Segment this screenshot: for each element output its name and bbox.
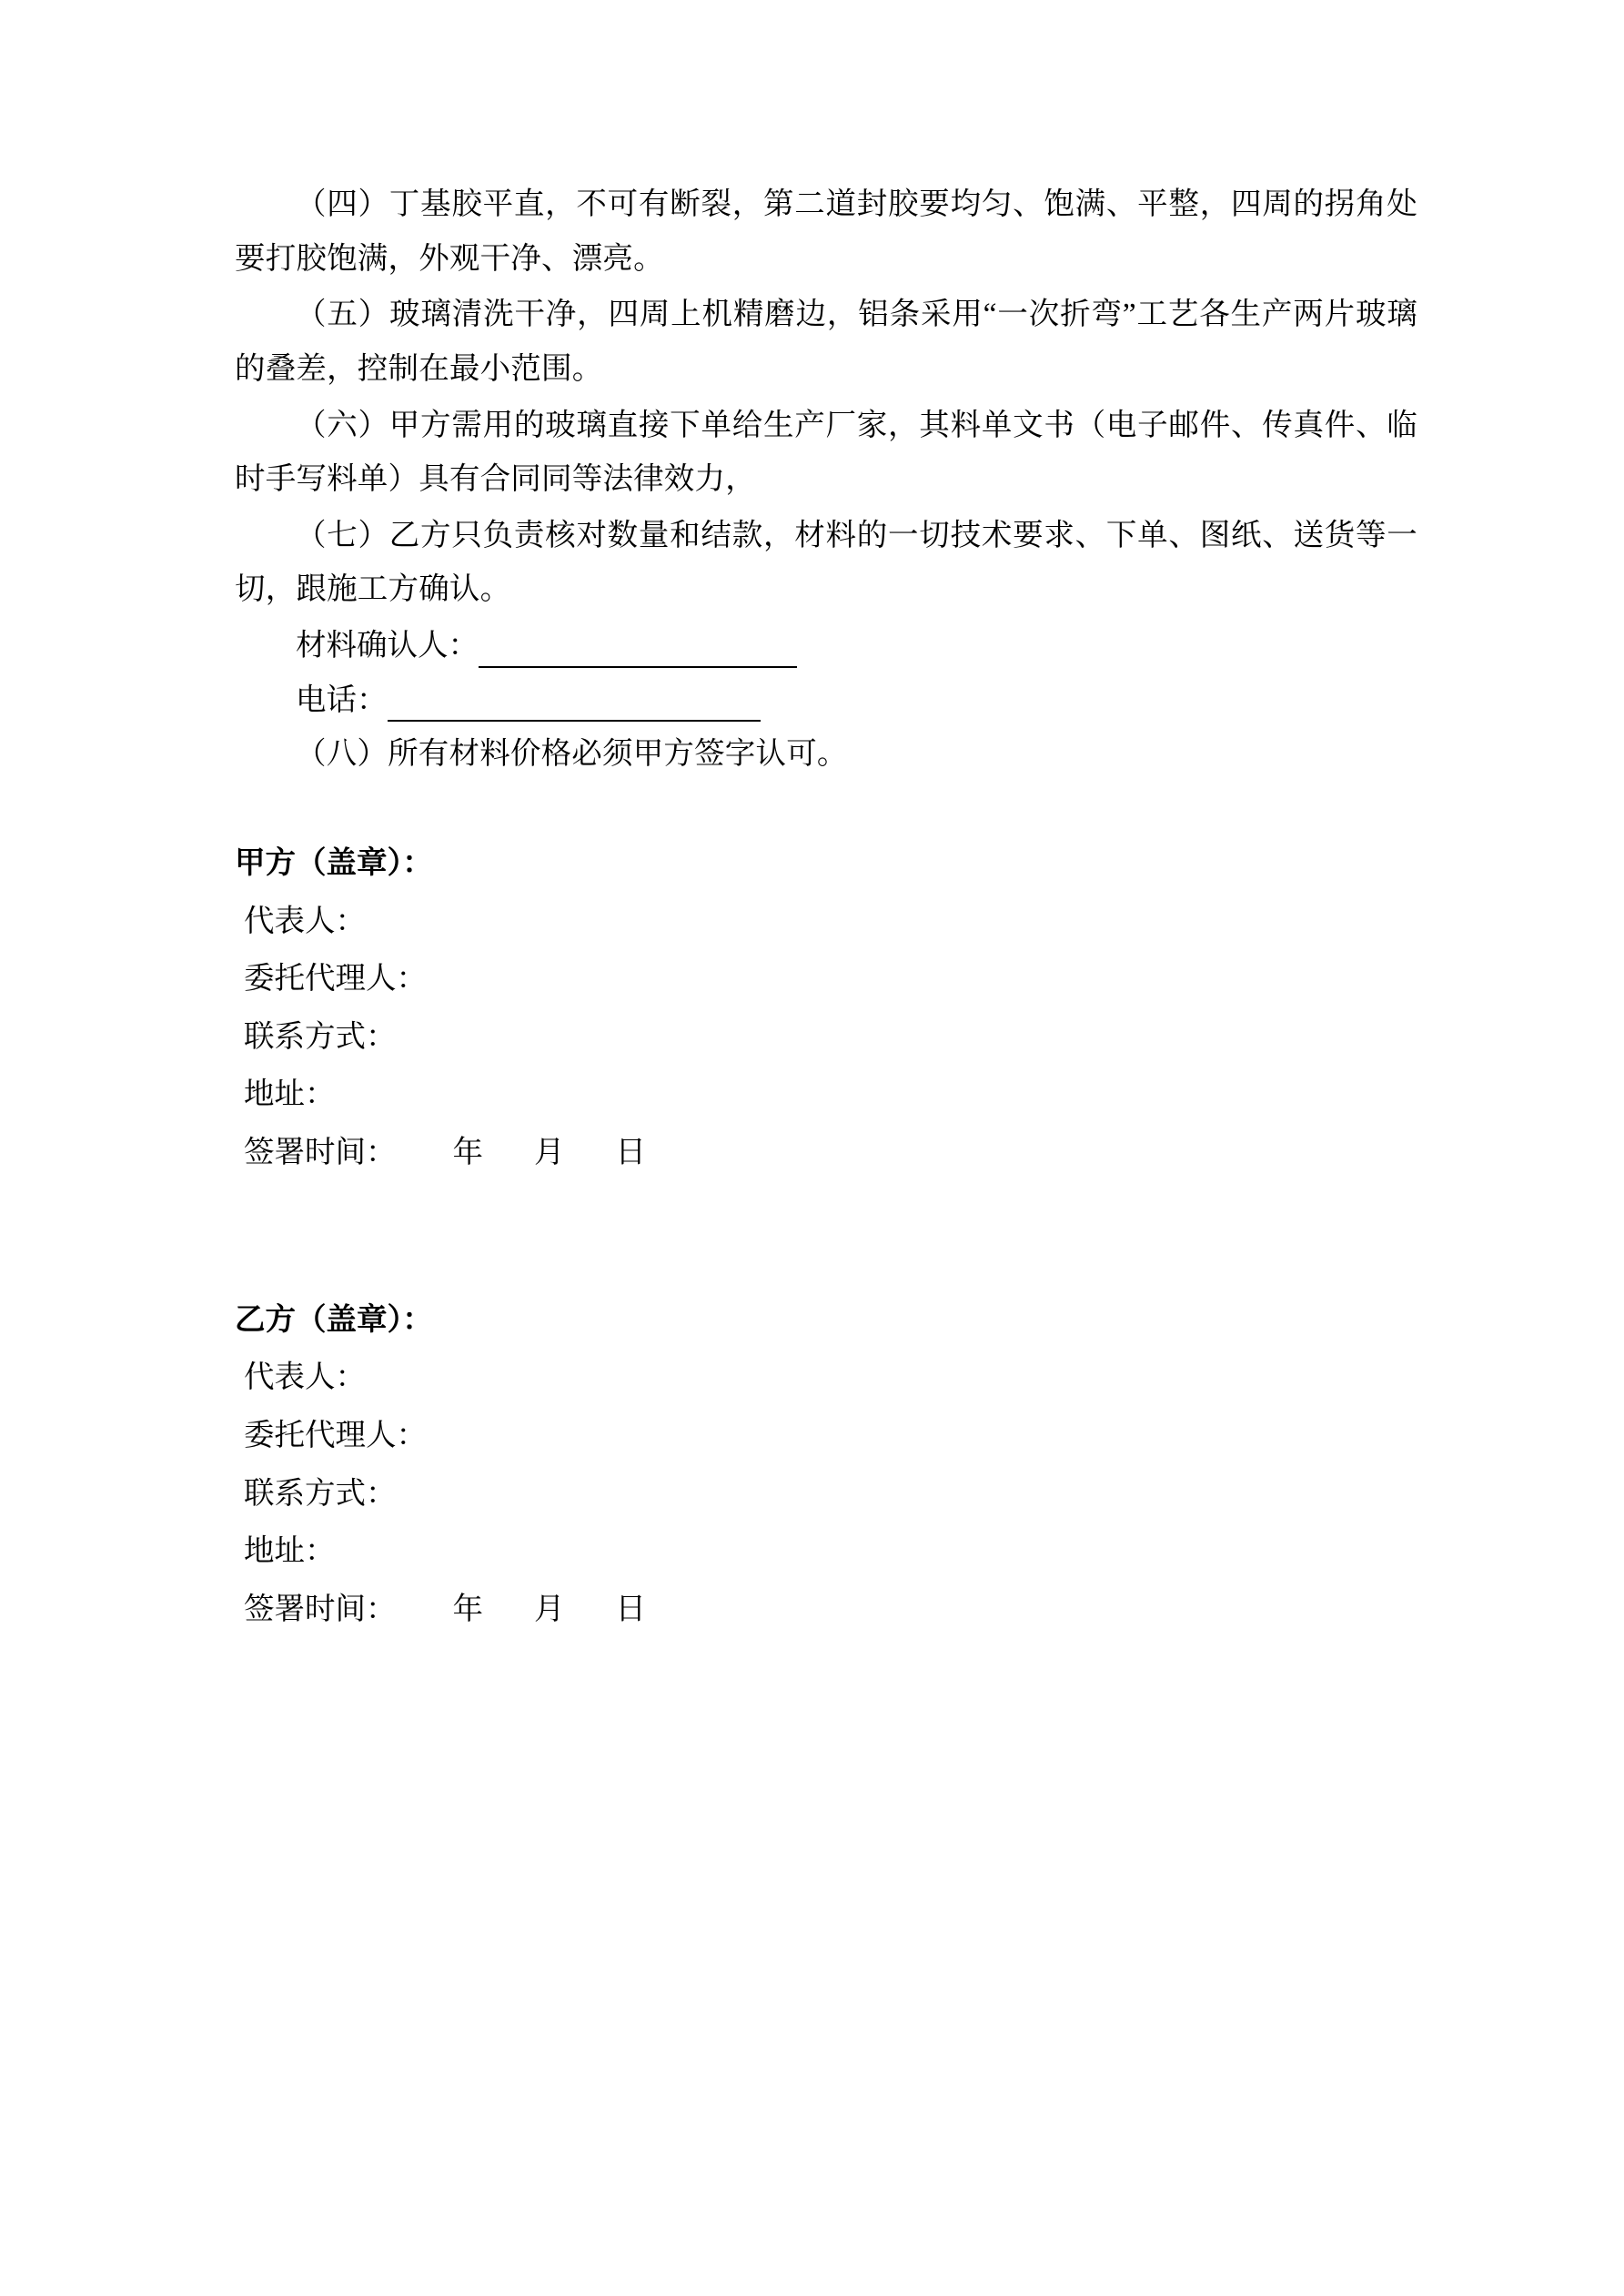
clause-paragraph: （六）甲方需用的玻璃直接下单给生产厂家，其料单文书（电子邮件、传真件、临时手写料单）具有合同同等法律效力， (235, 408, 1417, 497)
party-a-sign-date-label: 签署时间： (244, 1136, 397, 1170)
party-b-sign-date (235, 1581, 1417, 1639)
party-b-representative: 代表人： (244, 1360, 366, 1395)
clause-paragraph: （四）丁基胶平直，不可有断裂，第二道封胶要均匀、饱满、平整，四周的拐角处要打胶饱满，外观干净、漂亮。 (235, 187, 1417, 276)
party-b-heading: 乙方（盖章）： (235, 1302, 433, 1337)
party-a-sign-date (235, 1124, 1417, 1182)
party-b-sign-date-label: 签署时间： (244, 1592, 397, 1626)
party-a-month-label: 月 (534, 1136, 565, 1170)
clause-paragraph: （七）乙方只负责核对数量和结款，材料的一切技术要求、下单、图纸、送货等一切，跟施工方确认。 (235, 518, 1417, 607)
phone-row (235, 673, 1417, 728)
block-spacer (235, 1182, 1417, 1239)
phone-blank[interactable] (388, 720, 761, 722)
party-a-agent: 委托代理人： (244, 962, 427, 996)
party-b-month-label: 月 (534, 1592, 565, 1626)
party-a-contact: 联系方式： (244, 1019, 397, 1054)
clause-paragraph-last: （八）所有材料价格必须甲方签字认可。 (296, 737, 848, 772)
material-confirmer-row (235, 619, 1417, 673)
signature-block-party-a (235, 834, 1417, 1182)
material-confirmer-label: 材料确认人： (296, 629, 479, 663)
party-b-contact: 联系方式： (244, 1476, 397, 1511)
party-b-agent: 委托代理人： (244, 1419, 427, 1452)
clause-paragraph: （五）玻璃清洗干净，四周上机精磨边，铝条采用“一次折弯”工艺各生产两片玻璃的叠差，控制在最小范围。 (235, 298, 1417, 386)
party-b-year-label: 年 (452, 1592, 483, 1626)
party-a-address: 地址： (244, 1077, 336, 1112)
party-b-address: 地址： (244, 1534, 336, 1569)
party-a-year-label: 年 (452, 1136, 483, 1170)
party-a-heading: 甲方（盖章）： (235, 845, 433, 880)
document-body (235, 177, 1417, 1639)
signature-block-party-b (235, 1291, 1417, 1639)
party-b-day-label: 日 (615, 1592, 646, 1626)
party-a-representative: 代表人： (244, 904, 366, 938)
material-confirmer-blank[interactable] (479, 666, 797, 668)
phone-label: 电话： (296, 683, 388, 717)
party-a-day-label: 日 (615, 1136, 646, 1170)
